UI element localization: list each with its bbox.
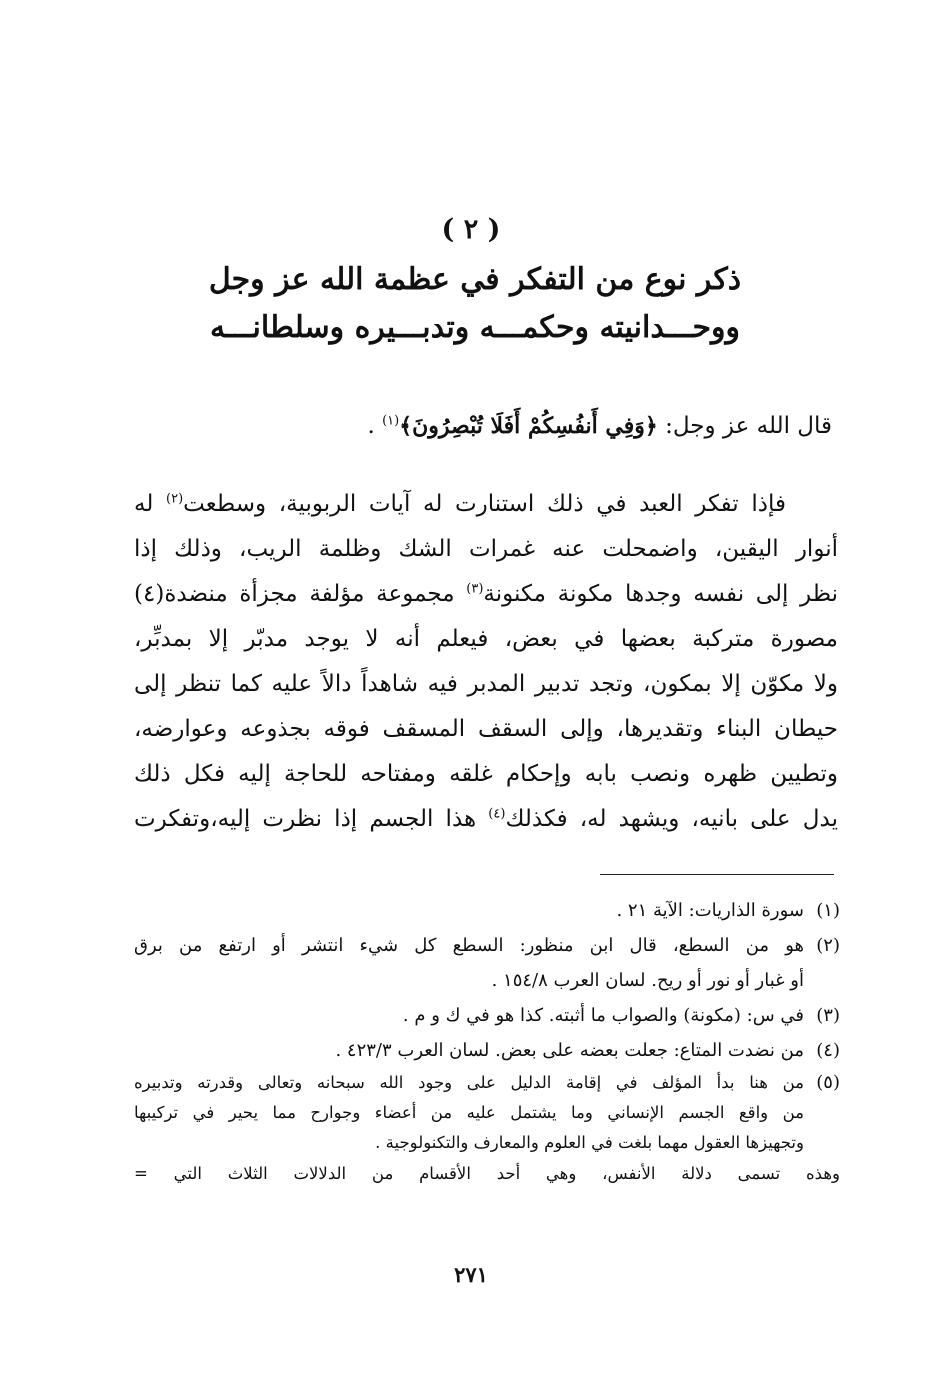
chapter-title-line-1: ذكر نوع من التفكر في عظمة الله عز وجل — [208, 262, 742, 297]
footnote-number: (٥) — [816, 1072, 840, 1093]
footnote-number: (٣) — [816, 1005, 840, 1026]
footnotes-section — [134, 893, 840, 1190]
footnote-3: (٣) في س: (مكونة) والصواب ما أثبته. كذا هو في ك و م . — [134, 998, 840, 1033]
verse-intro: قال الله عز وجل: — [657, 413, 832, 439]
body-line: يدل على بانيه، ويشهد له، فكذلك$^{(٤)}$ هذا الجسم إذا نظرت إليه،وتفكرت — [134, 806, 838, 832]
footnote-number: (٤) — [816, 1040, 840, 1061]
footnote-2: (٢) هو من السطع، قال ابن منظور: السطع كل شيء انتشر أو ارتفع من برق أو غبار أو نور أو ريح. لسان العرب ١٥٤/٨ . — [134, 928, 840, 998]
footnote-1: (١) سورة الذاريات: الآية ٢١ . — [134, 893, 840, 928]
page-number: ٢٧١ — [454, 1262, 488, 1287]
body-paragraph — [134, 482, 838, 842]
footnote-separator — [600, 874, 834, 875]
quran-verse-text: ﴿وَفِي أَنفُسِكُمْ أَفَلَا تُبْصِرُونَ﴾ — [399, 413, 658, 439]
footnote-marker: (١) — [382, 413, 400, 429]
body-line: نظر إلى نفسه وجدها مكونة مكنونة$^{(٣)}$ مجموعة مؤلفة مجزأة منضدة(٤) — [134, 581, 838, 607]
body-line: ولا مكوّن إلا بمكون، وتجد تدبير المدبر فيه شاهداً دالاً عليه كما تنظر إلى — [134, 671, 838, 697]
footnote-continuation: وهذه تسمى دلالة الأنفس، وهي أحد الأقسام من الدلالات الثلاث التي = — [134, 1164, 840, 1183]
footnote-number: (١) — [816, 900, 840, 921]
body-line: فإذا تفكر العبد في ذلك استنارت له آيات الربوبية، وسطعت$^{(٢)}$ له — [134, 491, 786, 517]
footnote-5: (٥) من هنا بدأ المؤلف في إقامة الدليل على وجود الله سبحانه وتعالى وقدرته وتدبيره من واقع الجسم الإنساني وما يشتمل عليه من أعضاء وجوارح مما يحير في تركيبها وتجهيزها العقول مهما بلغت في العلوم والمعارف والتكنولوجية . — [134, 1068, 840, 1158]
body-line: مصورة متركبة بعضها في بعض، فيعلم أنه لا يوجد مدبّر إلا بمدبِّر، — [134, 626, 838, 652]
body-line: وتطيين ظهره ونصب بابه وإحكام غلقه ومفتاحه للحاجة إليه فكل ذلك — [134, 761, 838, 787]
footnote-marker: (٢) — [166, 491, 184, 507]
body-line: حيطان البناء وتقديرها، وإلى السقف المسقف فوقه بجذوعه وعوارضه، — [134, 716, 838, 742]
verse-end: . — [367, 413, 383, 439]
body-line: أنوار اليقين، واضمحلت عنه غمرات الشك وظلمة الريب، وذلك إذا — [134, 536, 838, 562]
footnote-number: (٢) — [816, 935, 840, 956]
footnote-4: (٤) من نضدت المتاع: جعلت بعضه على بعض. لسان العرب ٤٢٣/٣ . — [134, 1033, 840, 1068]
footnote-marker: (٤) — [488, 806, 506, 822]
chapter-number: ( ٢ ) — [441, 214, 501, 245]
chapter-title-line-2: ووحـــدانيته وحكمـــه وتدبـــيره وسلطانـــه — [210, 310, 740, 345]
footnote-marker: (٣) — [466, 581, 484, 597]
quran-verse-line — [140, 410, 832, 442]
